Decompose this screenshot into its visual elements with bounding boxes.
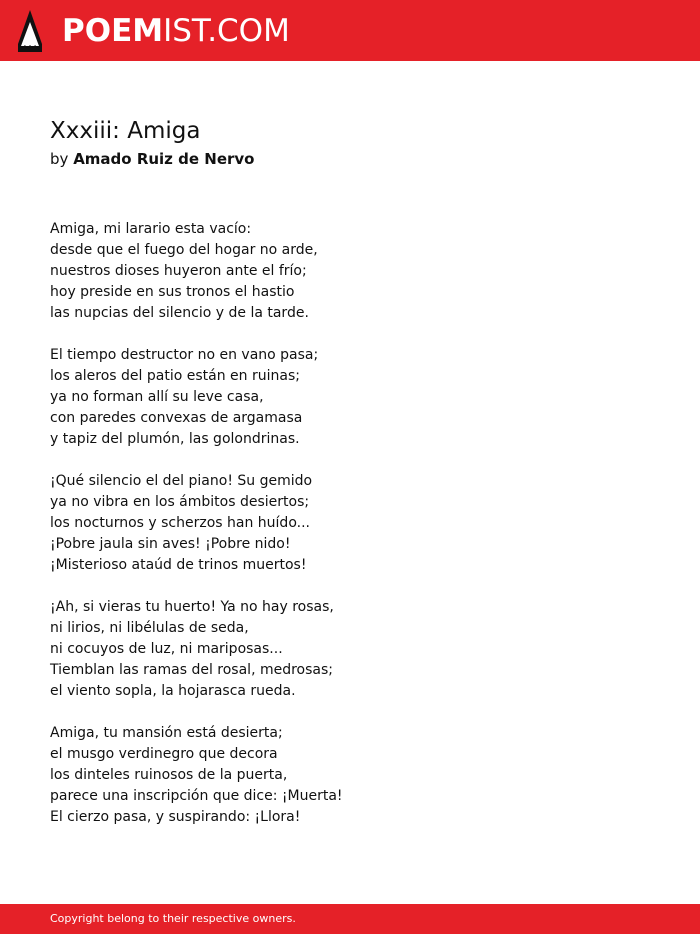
poem-line: desde que el fuego del hogar no arde, (50, 242, 318, 258)
site-header (0, 0, 700, 61)
poem-line: con paredes convexas de argamasa (50, 410, 303, 426)
poem-line: los nocturnos y scherzos han huído... (50, 515, 310, 531)
stanza (50, 471, 470, 576)
poem-line: ni cocuyos de luz, ni mariposas... (50, 641, 283, 657)
poem-title: Xxxiii: Amiga (50, 118, 201, 144)
poem-line: ¡Ah, si vieras tu huerto! Ya no hay rosas, (50, 599, 334, 615)
poem-line: ¡Misterioso ataúd de trinos muertos! (50, 557, 307, 573)
stanza (50, 219, 470, 324)
poem-line: parece una inscripción que dice: ¡Muerta! (50, 788, 343, 804)
poem-line: los dinteles ruinosos de la puerta, (50, 767, 288, 783)
pencil-icon[interactable] (18, 10, 42, 52)
site-footer (0, 904, 700, 934)
poem-line: ¡Pobre jaula sin aves! ¡Pobre nido! (50, 536, 291, 552)
poem-line: El cierzo pasa, y suspirando: ¡Llora! (50, 809, 301, 825)
poem-body (50, 219, 470, 849)
stanza (50, 345, 470, 450)
poem-line: hoy preside en sus tronos el hastio (50, 284, 295, 300)
poem-line: las nupcias del silencio y de la tarde. (50, 305, 309, 321)
logo-brand-light: IST.COM (163, 13, 290, 49)
poem-line: ni lirios, ni libélulas de seda, (50, 620, 249, 636)
copyright-notice: Copyright belong to their respective owners. (50, 912, 296, 925)
poem-line: Amiga, mi larario esta vacío: (50, 221, 252, 237)
stanza (50, 597, 470, 702)
poem-line: Tiemblan las ramas del rosal, medrosas; (50, 662, 334, 678)
poem-line: El tiempo destructor no en vano pasa; (50, 347, 319, 363)
logo-brand-bold: POEM (62, 13, 164, 49)
poem-line: Amiga, tu mansión está desierta; (50, 725, 283, 741)
poem-line: el musgo verdinegro que decora (50, 746, 278, 762)
poem-line: y tapiz del plumón, las golondrinas. (50, 431, 300, 447)
poem-line: nuestros dioses huyeron ante el frío; (50, 263, 307, 279)
stanza (50, 723, 470, 828)
author-name[interactable]: Amado Ruiz de Nervo (73, 150, 255, 168)
poem-byline (50, 148, 254, 170)
poem-line: ya no vibra en los ámbitos desiertos; (50, 494, 310, 510)
by-label: by (50, 150, 69, 168)
site-logo[interactable] (62, 12, 290, 50)
poem-line: ya no forman allí su leve casa, (50, 389, 264, 405)
poem-line: los aleros del patio están en ruinas; (50, 368, 300, 384)
poem-line: ¡Qué silencio el del piano! Su gemido (50, 473, 313, 489)
poem-line: el viento sopla, la hojarasca rueda. (50, 683, 296, 699)
